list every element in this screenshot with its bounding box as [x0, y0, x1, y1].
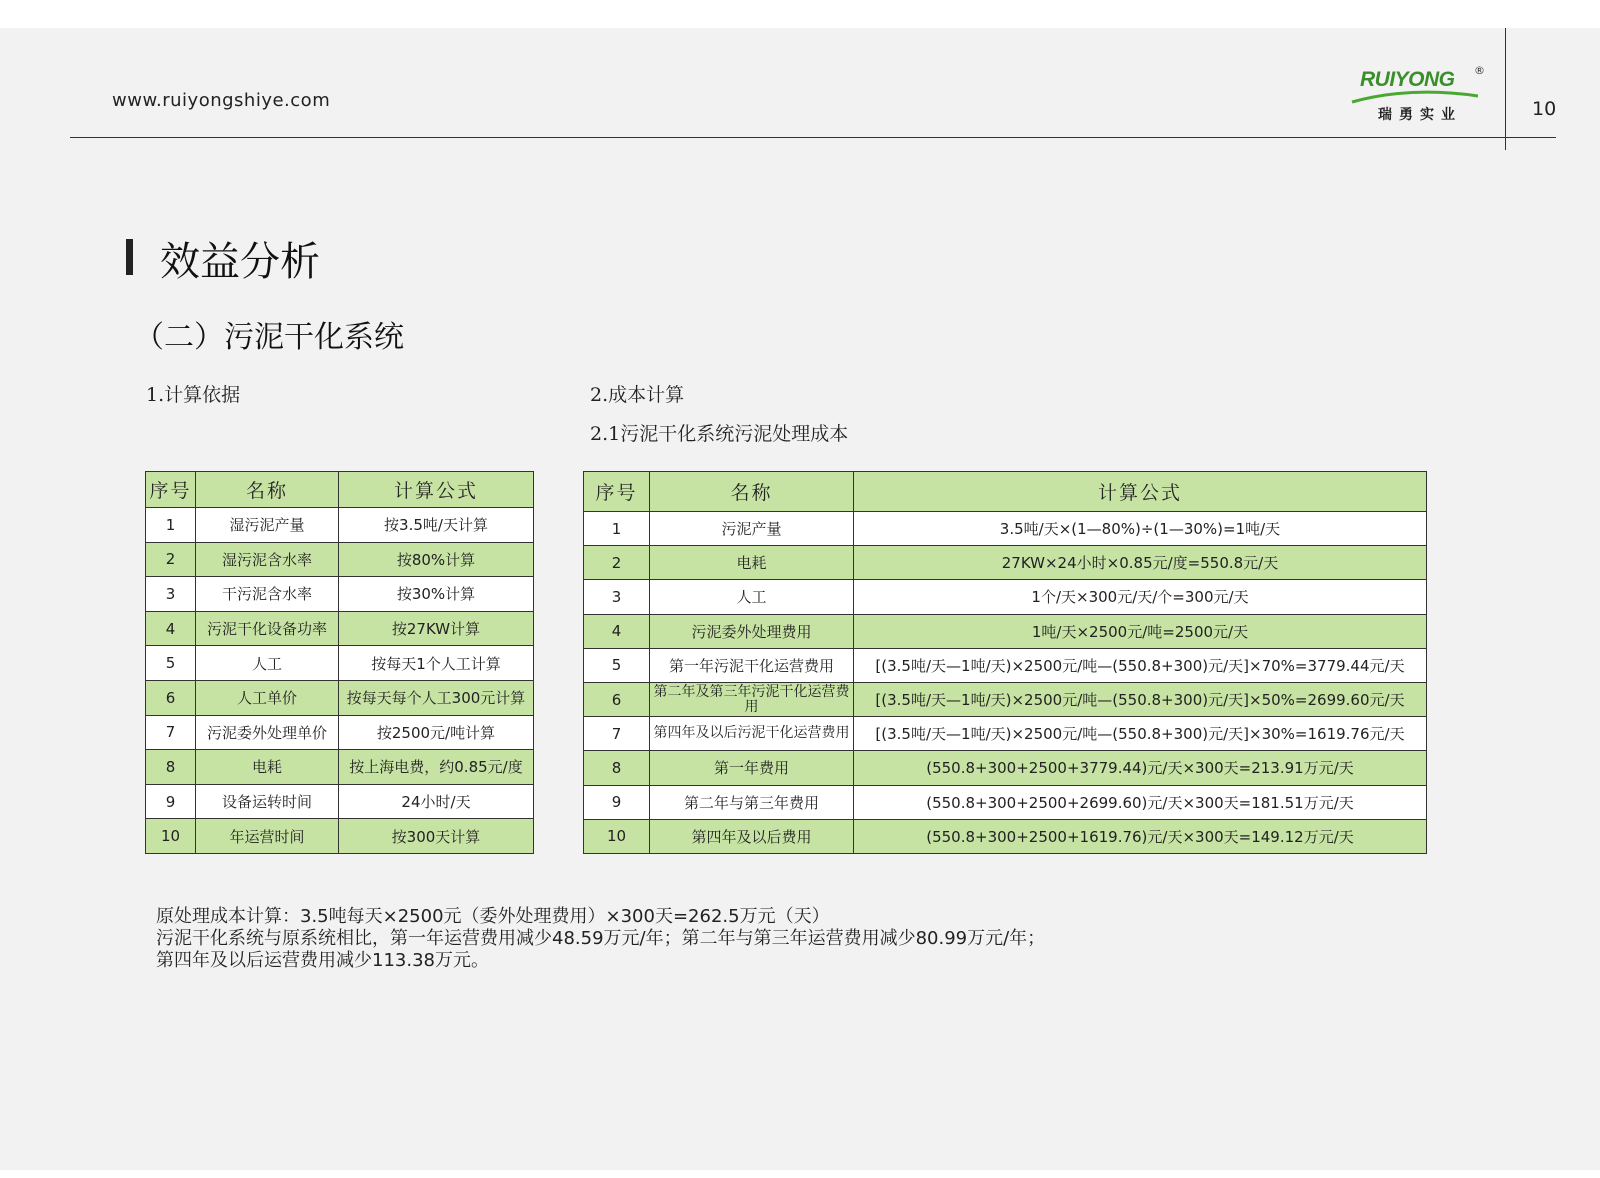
- row-name-cell: 第一年污泥干化运营费用: [650, 648, 854, 682]
- section-subtitle: （二）污泥干化系统: [134, 320, 404, 355]
- row-formula-cell: 按3.5吨/天计算: [339, 508, 534, 543]
- row-formula-cell: (550.8+300+2500+3779.44)元/天×300天=213.91万元/天: [854, 751, 1427, 785]
- row-name-cell: 第四年及以后费用: [650, 819, 854, 853]
- row-formula-cell: [(3.5吨/天—1吨/天)×2500元/吨—(550.8+300)元/天]×70%=3779.44元/天: [854, 648, 1427, 682]
- row-index-cell: 7: [146, 715, 196, 750]
- row-formula-cell: 1个/天×300元/天/个=300元/天: [854, 580, 1427, 614]
- row-name-cell: 湿污泥产量: [196, 508, 339, 543]
- row-formula-cell: 27KW×24小时×0.85元/度=550.8元/天: [854, 546, 1427, 580]
- page: [0, 28, 1600, 1170]
- row-index-cell: 5: [146, 646, 196, 681]
- row-formula-cell: 按80%计算: [339, 542, 534, 577]
- table2-header-name: 名称: [650, 472, 854, 512]
- table-row: [146, 715, 534, 750]
- drying-cost-label: 2.1污泥干化系统污泥处理成本: [590, 423, 849, 445]
- note-line: 原处理成本计算：3.5吨每天×2500元（委外处理费用）×300天=262.5万元（天）: [156, 906, 830, 927]
- row-formula-cell: 按每天每个人工300元计算: [339, 680, 534, 715]
- row-formula-cell: (550.8+300+2500+1619.76)元/天×300天=149.12万元/天: [854, 819, 1427, 853]
- row-index-cell: 8: [584, 751, 650, 785]
- row-index-cell: 3: [584, 580, 650, 614]
- row-formula-cell: 按每天1个人工计算: [339, 646, 534, 681]
- row-index-cell: 2: [146, 542, 196, 577]
- table-row: [584, 819, 1427, 853]
- row-name-cell: 第二年与第三年费用: [650, 785, 854, 819]
- row-index-cell: 3: [146, 577, 196, 612]
- summary-notes: [156, 906, 1045, 972]
- row-formula-cell: 24小时/天: [339, 784, 534, 819]
- row-name-cell: 污泥委外处理单价: [196, 715, 339, 750]
- row-formula-cell: [(3.5吨/天—1吨/天)×2500元/吨—(550.8+300)元/天]×30%=1619.76元/天: [854, 717, 1427, 751]
- table-row: [584, 546, 1427, 580]
- row-name-cell: 人工单价: [196, 680, 339, 715]
- logo-chinese-name: 瑞勇实业: [1378, 107, 1462, 123]
- row-index-cell: 10: [584, 819, 650, 853]
- title-accent-bar: [126, 239, 133, 275]
- cost-calc-label: 2.成本计算: [590, 384, 685, 406]
- row-formula-cell: 1吨/天×2500元/吨=2500元/天: [854, 614, 1427, 648]
- row-index-cell: 5: [584, 648, 650, 682]
- row-name-cell: 污泥委外处理费用: [650, 614, 854, 648]
- table-row: [584, 580, 1427, 614]
- row-formula-cell: 按2500元/吨计算: [339, 715, 534, 750]
- table-row: [146, 680, 534, 715]
- row-index-cell: 6: [146, 680, 196, 715]
- website-url[interactable]: www.ruiyongshiye.com: [112, 90, 331, 111]
- row-name-cell: 第一年费用: [650, 751, 854, 785]
- table1-header-index: 序号: [146, 472, 196, 508]
- table1-header-formula: 计算公式: [339, 472, 534, 508]
- table-row: [584, 512, 1427, 546]
- row-name-cell: 污泥干化设备功率: [196, 611, 339, 646]
- header-horizontal-rule: [70, 137, 1556, 138]
- table-row: [146, 508, 534, 543]
- row-formula-cell: 按30%计算: [339, 577, 534, 612]
- row-index-cell: 4: [584, 614, 650, 648]
- note-line: 污泥干化系统与原系统相比，第一年运营费用减少48.59万元/年；第二年与第三年运营费用减少80.99万元/年；: [156, 928, 1046, 949]
- table-row: [584, 614, 1427, 648]
- row-name-cell: 电耗: [196, 750, 339, 785]
- table-row: [146, 646, 534, 681]
- table-row: [584, 682, 1427, 716]
- row-formula-cell: 按27KW计算: [339, 611, 534, 646]
- row-name-cell: 湿污泥含水率: [196, 542, 339, 577]
- logo-wordmark: RUIYONG: [1360, 68, 1455, 91]
- table-row: [146, 611, 534, 646]
- logo-swoosh-icon: [1350, 90, 1480, 104]
- note-line: 第四年及以后运营费用减少113.38万元。: [156, 950, 489, 971]
- calc-basis-table: [145, 471, 534, 854]
- table2-header-formula: 计算公式: [854, 472, 1427, 512]
- table1-header-name: 名称: [196, 472, 339, 508]
- row-name-cell: 设备运转时间: [196, 784, 339, 819]
- row-formula-cell: 3.5吨/天×(1—80%)÷(1—30%)=1吨/天: [854, 512, 1427, 546]
- row-index-cell: 4: [146, 611, 196, 646]
- row-index-cell: 1: [146, 508, 196, 543]
- table-row: [146, 784, 534, 819]
- row-index-cell: 1: [584, 512, 650, 546]
- row-index-cell: 6: [584, 682, 650, 716]
- row-name-cell: 人工: [196, 646, 339, 681]
- row-name-cell: 年运营时间: [196, 819, 339, 854]
- row-name-cell: 干污泥含水率: [196, 577, 339, 612]
- table-row: [584, 717, 1427, 751]
- row-index-cell: 8: [146, 750, 196, 785]
- row-formula-cell: 按300天计算: [339, 819, 534, 854]
- row-formula-cell: (550.8+300+2500+2699.60)元/天×300天=181.51万元/天: [854, 785, 1427, 819]
- page-title: 效益分析: [160, 239, 320, 285]
- row-name-cell: 第二年及第三年污泥干化运营费用: [650, 682, 854, 716]
- row-index-cell: 9: [584, 785, 650, 819]
- table-row: [584, 648, 1427, 682]
- row-name-cell: 第四年及以后污泥干化运营费用: [650, 717, 854, 751]
- page-number: 10: [1532, 98, 1557, 120]
- table2-header-index: 序号: [584, 472, 650, 512]
- ruiyong-logo: [1350, 64, 1485, 124]
- row-formula-cell: 按上海电费，约0.85元/度: [339, 750, 534, 785]
- row-index-cell: 10: [146, 819, 196, 854]
- calc-basis-label: 1.计算依据: [146, 384, 241, 406]
- row-formula-cell: [(3.5吨/天—1吨/天)×2500元/吨—(550.8+300)元/天]×50%=2699.60元/天: [854, 682, 1427, 716]
- table-row: [584, 785, 1427, 819]
- registered-mark: ®: [1474, 64, 1485, 77]
- row-index-cell: 9: [146, 784, 196, 819]
- row-name-cell: 人工: [650, 580, 854, 614]
- cost-calc-table: [583, 471, 1427, 854]
- table-row: [584, 751, 1427, 785]
- table-row: [146, 577, 534, 612]
- table-row: [146, 542, 534, 577]
- row-name-cell: 污泥产量: [650, 512, 854, 546]
- table-row: [146, 750, 534, 785]
- row-index-cell: 2: [584, 546, 650, 580]
- row-name-cell: 电耗: [650, 546, 854, 580]
- header-vertical-divider: [1505, 28, 1506, 150]
- table-row: [146, 819, 534, 854]
- row-index-cell: 7: [584, 717, 650, 751]
